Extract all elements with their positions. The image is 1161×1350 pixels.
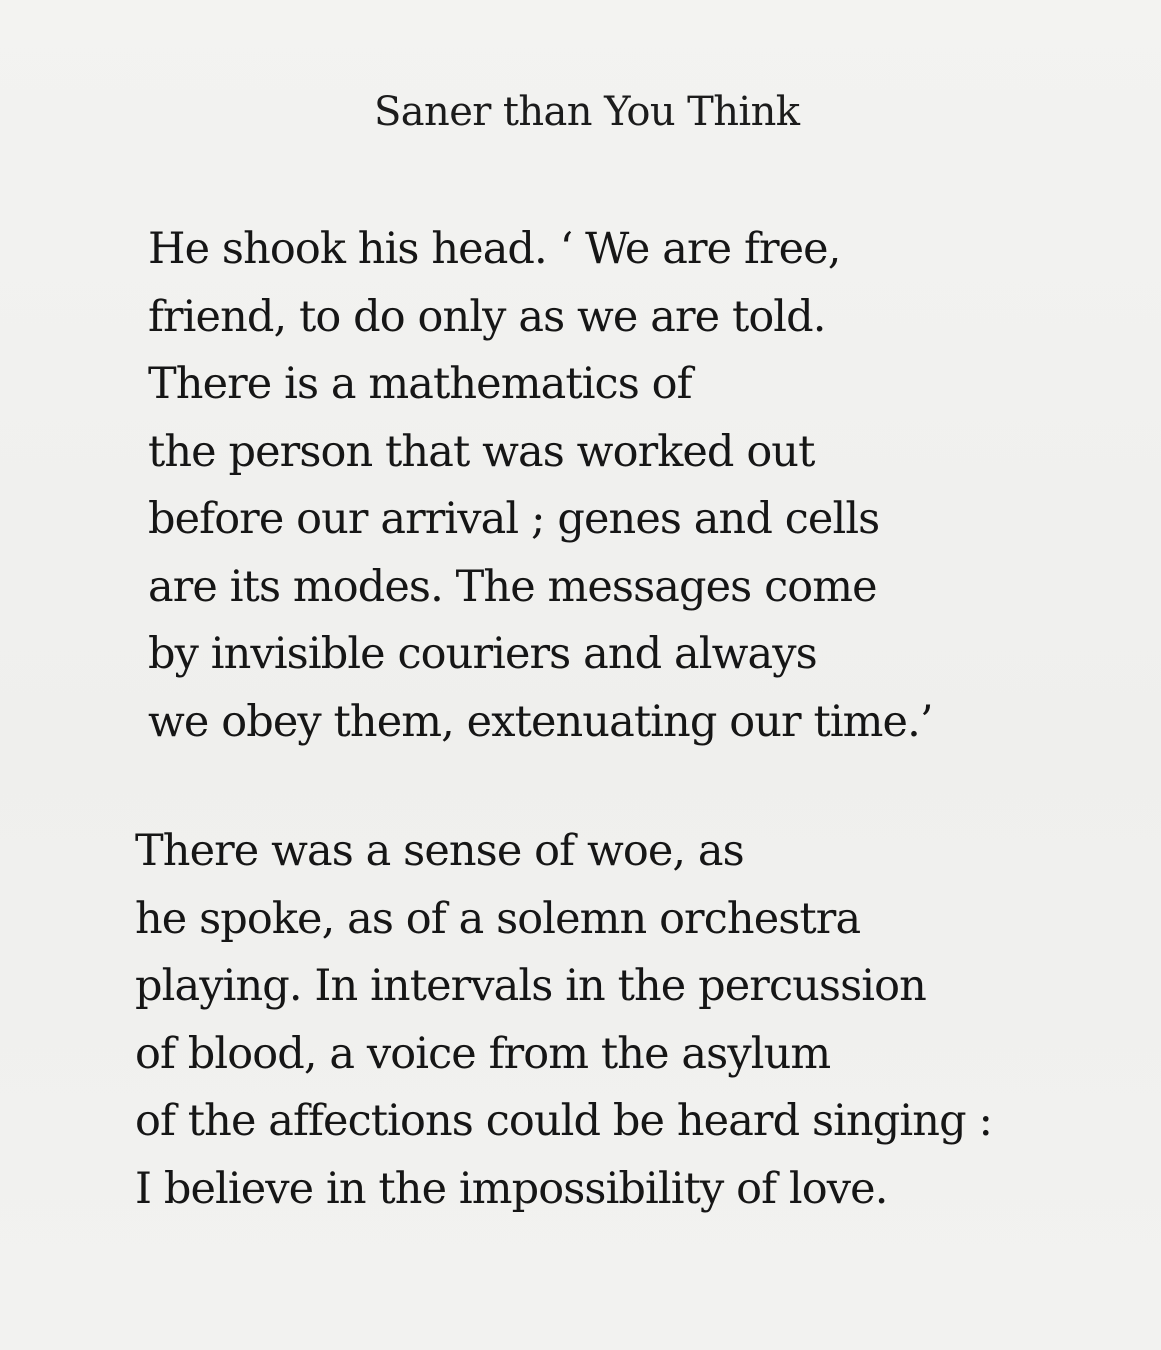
poem-line: There is a mathematics of [148, 359, 692, 409]
stanza-2 [135, 818, 992, 1223]
poem-title: Saner than You Think [374, 89, 800, 135]
poem-line: he spoke, as of a solemn orchestra [135, 893, 861, 944]
stanza-1 [148, 216, 933, 756]
poem-line: we obey them, extenuating our time.’ [148, 696, 933, 747]
poem-line: of the affections could be heard singing : [135, 1096, 993, 1146]
poem-line: of blood, a voice from the asylum [135, 1028, 831, 1079]
poem-line: are its modes. The messages come [148, 561, 877, 612]
poem-line: by invisible couriers and always [148, 629, 817, 679]
poem-line: There was a sense of woe, as [135, 826, 744, 876]
poem-line: He shook his head. ‘ We are free, [148, 224, 841, 274]
poem-line: the person that was worked out [148, 426, 815, 477]
poem-line: playing. In intervals in the percussion [135, 961, 926, 1011]
poem-line: before our arrival ; genes and cells [148, 494, 880, 544]
poem-line: friend, to do only as we are told. [148, 291, 826, 342]
poem-line: I believe in the impossibility of love. [135, 1163, 888, 1214]
